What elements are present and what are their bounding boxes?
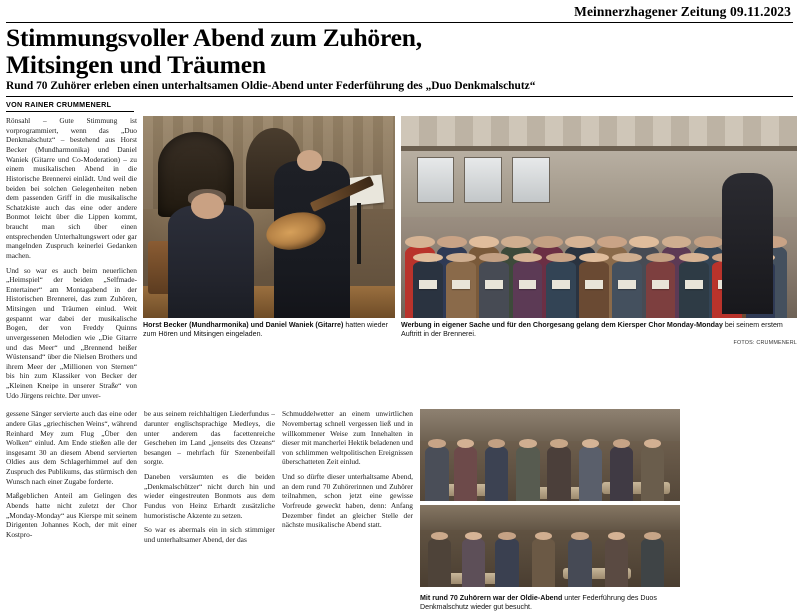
headline-line-2: Mitsingen und Träumen [6, 49, 266, 79]
paragraph: Rönsahl – Gute Stimmung ist vorprogrammiert, wenn das „Duo Denkmalschutz“ – bestehend aus Horst Becker (Mundharmonika) und Daniel Waniek (Gitarre und Co-Moderation) – zu einem musikalischen Abend in die Historische Brennerei einlädt. Und weil die beiden bei solchen Gelegenheiten neben dem passenden Griff in die musikalische Schatzkiste auch das eine oder andere Bonmot leicht über die Lippen kommt, braucht man sich über einen entsprechenden Unterhaltungswert oder gar mangelnden Zuspruch keinerlei Gedanken machen. [6, 116, 137, 260]
caption-lead: Werbung in eigener Sache und für den Chorgesang gelang dem Kiersper Chor Monday-Monday [401, 321, 723, 330]
text-column-1 [6, 116, 137, 405]
photo-caption-duo [143, 321, 395, 339]
page-title [6, 25, 793, 78]
photo-image [420, 505, 680, 587]
photo-image [143, 116, 395, 318]
photo-audience-upper [420, 409, 680, 501]
headline-line-1: Stimmungsvoller Abend zum Zuhören, [6, 23, 422, 52]
paragraph: be aus seinem reichhaltigen Liederfundus – darunter englischsprachige Medleys, die unter anderem das facettenreiche Geschehen im Land „jenseits des Ozeans“ besangen – mehrfach für Szenenbeifall sorgte. [144, 409, 275, 467]
photo-image [420, 409, 680, 501]
paragraph: gessene Sänger servierte auch das eine oder andere Glas „griechischen Weins“, während Reinhard Mey zum Flug „Über den Wolken“ einlud. Am Ende stießen alle der insgesamt 30 an diesem Abend servierten Oldies aus dem Schlagerhimmel auf den Zuspruch des Publikums, das stürmisch den Wunsch nach einer Zugabe forderte. [6, 409, 137, 486]
photo-block-choir [401, 116, 797, 346]
photo-row [143, 116, 797, 346]
paragraph: Schmuddelwetter an einem unwirtlichen Novembertag schnell vergessen ließ und in willkommener Weise zum Innehalten in dieser mit mancherlei Hektik beladenen und von schlimmen weltpolitischen Ereignissen überschatteten Zeit einlud. [282, 409, 413, 467]
caption-rest: hatten wieder zum Hören und Mitsingen eingeladen. [143, 321, 388, 338]
photo-audience-lower [420, 505, 680, 587]
photo-duo-denkmalschutz [143, 116, 395, 318]
photo-block-duo [143, 116, 395, 346]
photo-block-audience [420, 409, 680, 612]
caption-rest: unter Federführung des Duos Denkmalschutz wieder gut besucht. [420, 594, 657, 612]
caption-rest: bei seinem erstem Auftritt in der Brennerei. [401, 321, 783, 338]
paragraph: Daneben versäumten es die beiden „Denkmalschützer“ nicht durch hin und wieder eingestreuten Bonmots aus dem Fundus von Heinz Erhardt zusätzliche humoristische Akzente zu setzen. [144, 472, 275, 520]
masthead-date: Meinnerzhagener Zeitung 09.11.2023 [574, 4, 791, 19]
paragraph: So war es abermals ein in sich stimmiger und unterhaltsamer Abend, der das [144, 525, 275, 544]
caption-lead: Horst Becker (Mundharmonika) und Daniel Waniek (Gitarre) [143, 321, 344, 330]
caption-lead: Mit rund 70 Zuhörern war der Oldie-Abend [420, 594, 563, 603]
text-column-2 [6, 409, 137, 612]
text-column-4 [282, 409, 413, 612]
lower-region [6, 409, 793, 612]
photo-caption-audience [420, 594, 680, 612]
article-subhead: Rund 70 Zuhörer erleben einen unterhaltsamen Oldie-Abend unter Federführung des „Duo Denkmalschutz“ [6, 80, 536, 93]
photo-image [401, 116, 797, 318]
subhead-rule [6, 96, 793, 97]
paragraph: Maßgeblichen Anteil am Gelingen des Abends hatte nicht zuletzt der Chor „Monday-Monday“ aus Kierspe mit seinem Dirigenten Johannes Koch, der mit einer Kostpro- [6, 491, 137, 539]
paragraph: Und so war es auch beim neuerlichen „Heimspiel“ der beiden „Selfmade-Entertainer“ am Montagabend in der Historischen Brennerei, das zum Zuhören, Mitsingen und Träumen einlud. Weit gespannt war dabei der musikalische Bogen, der von Freddy Quinns unvergessenen Melodien wie „Die Gitarre und das Meer“ und „Brennend heißer Wüstensand“ über die Nielsen Brothers und ihrem Meer der „Millionen von Sternen“ bis hin zum Klassiker von Becker der „Kleinen Kneipe in unserer Straße“ von Udo Jürgens reichte. Der unver- [6, 265, 137, 400]
text-column-3 [144, 409, 275, 612]
paragraph: Und so dürfte dieser unterhaltsame Abend, an dem rund 70 Zuhörerinnen und Zuhörer teilnahmen, schon jetzt eine gewisse Vorfreude geweckt haben, denn: Anfang Dezember findet an gleicher Stelle der nächste musikalische Abend statt. [282, 472, 413, 530]
photo-caption-choir [401, 321, 797, 339]
byline-rule [6, 111, 134, 112]
photo-monday-monday-choir [401, 116, 797, 318]
article-byline: VON RAINER CRUMMENERL [6, 100, 112, 110]
photo-credit: FOTOS: CRUMMENERL [733, 339, 797, 346]
upper-region [6, 116, 797, 405]
